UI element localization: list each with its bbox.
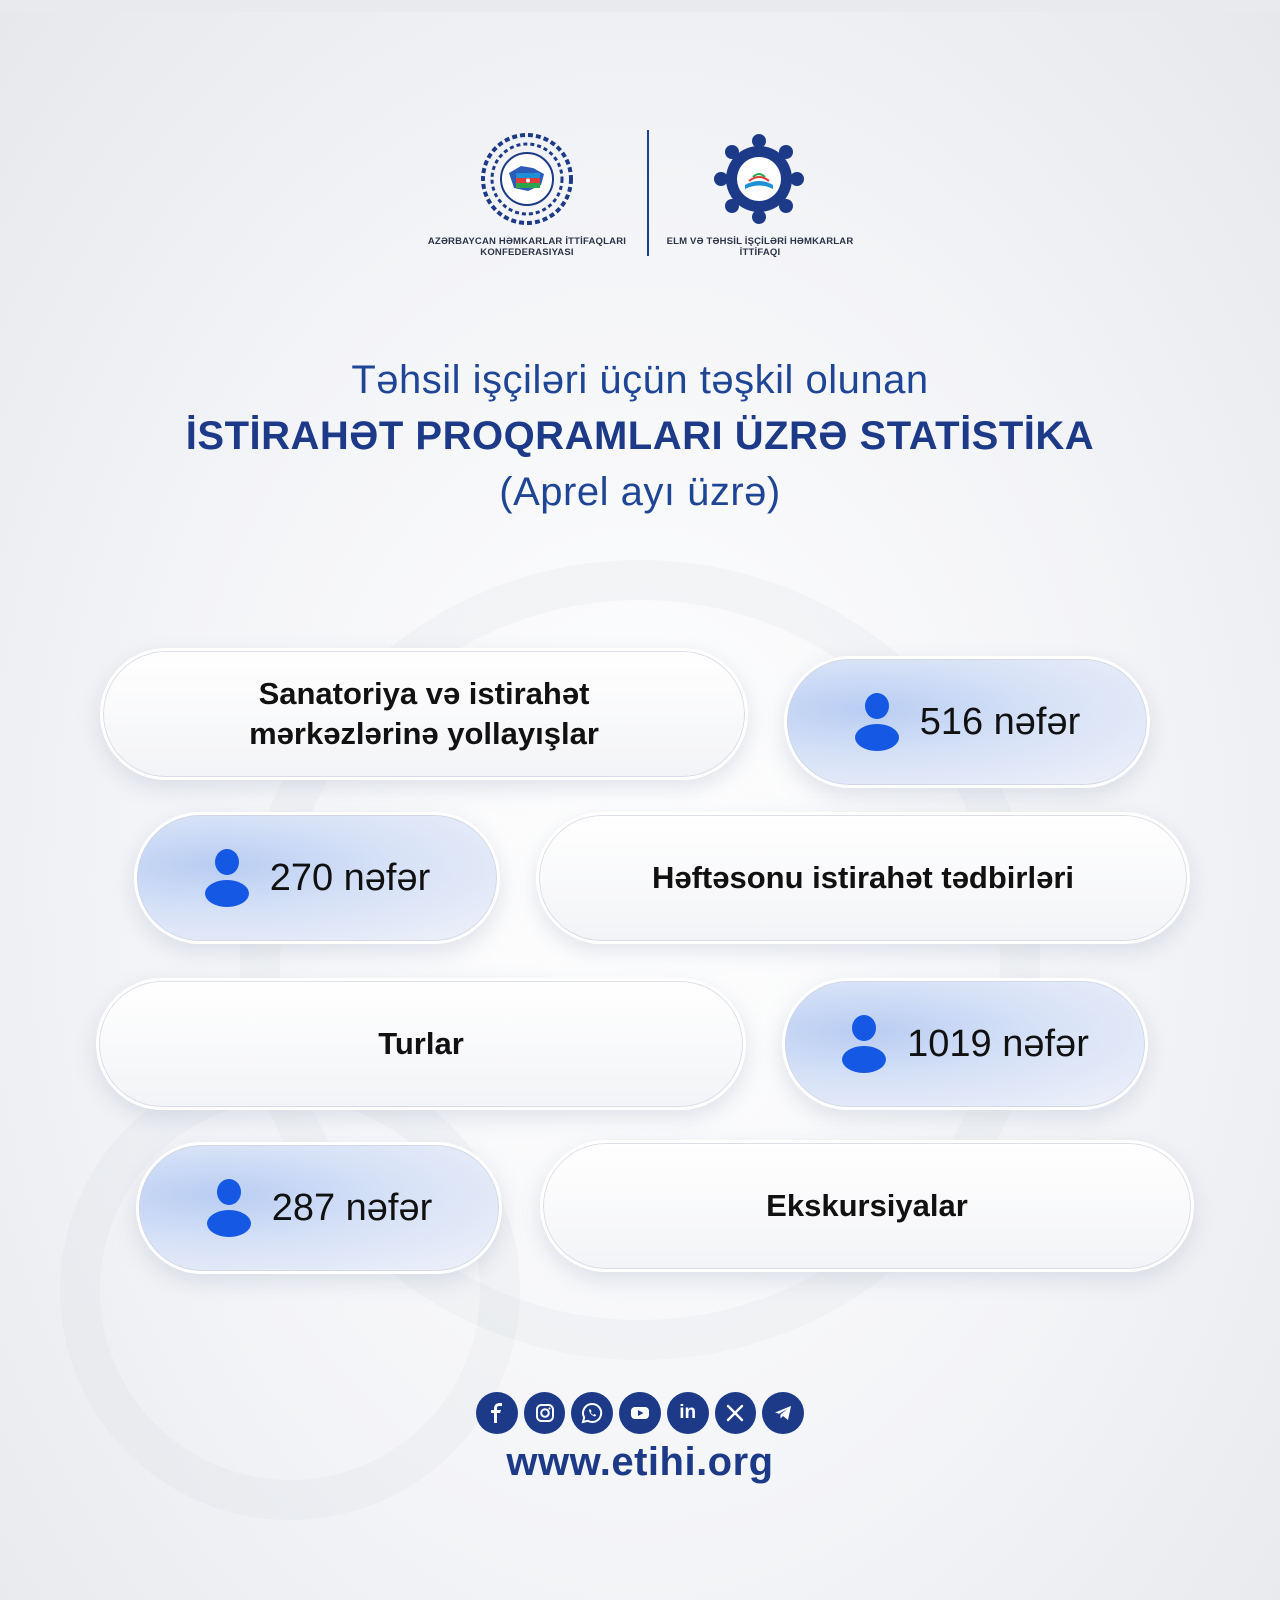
stat-label-text: Həftəsonu istirahət tədbirləri <box>651 860 1075 895</box>
stat-count-sanatorium <box>784 656 1150 788</box>
linkedin-icon[interactable] <box>667 1392 709 1434</box>
subtitle: Təhsil işçiləri üçün təşkil olunan <box>351 358 929 402</box>
stat-count-weekend <box>134 812 500 944</box>
logo-divider <box>647 130 649 256</box>
stat-label-sanatorium <box>100 648 748 780</box>
page-title: İSTİRAHƏT PROQRAMLARI ÜZRƏ STATİSTİKA <box>185 414 1095 458</box>
whatsapp-icon[interactable] <box>571 1392 613 1434</box>
stat-label-excursions <box>540 1140 1194 1272</box>
confederation-emblem-icon <box>481 133 573 225</box>
stat-label-weekend <box>536 812 1190 944</box>
x-icon[interactable] <box>715 1392 757 1434</box>
youtube-icon[interactable] <box>619 1392 661 1434</box>
linkedin-text: in <box>679 1402 697 1423</box>
stat-count-text: 287 nəfər <box>271 1186 433 1229</box>
website-link[interactable]: www.etihi.org <box>506 1440 774 1484</box>
stat-label-text: Sanatoriya və istirahət mərkəzlərinə yollayışlar <box>249 676 599 751</box>
stat-count-text: 1019 nəfər <box>907 1022 1089 1065</box>
social-links <box>476 1392 804 1434</box>
stat-label-tours <box>96 978 746 1110</box>
person-icon <box>204 849 250 907</box>
stat-count-text: 516 nəfər <box>919 700 1081 743</box>
person-icon <box>854 693 900 751</box>
union-caption: ELM VƏ TƏHSİL İŞÇİLƏRİ HƏMKARLAR İTTİFAQI <box>666 236 854 258</box>
facebook-icon[interactable] <box>476 1392 518 1434</box>
instagram-icon[interactable] <box>524 1392 566 1434</box>
person-icon <box>206 1179 252 1237</box>
stat-count-text: 270 nəfər <box>269 856 431 899</box>
stat-label-text: Ekskursiyalar <box>766 1188 968 1223</box>
period-label: (Aprel ayı üzrə) <box>499 470 781 514</box>
stat-count-tours <box>782 978 1148 1110</box>
stat-label-text: Turlar <box>378 1026 464 1061</box>
top-band <box>0 0 1280 12</box>
stat-count-excursions <box>136 1142 502 1274</box>
confederation-caption: AZƏRBAYCAN HƏMKARLAR İTTİFAQLARI KONFEDERASIYASI <box>427 236 627 258</box>
telegram-icon[interactable] <box>762 1392 804 1434</box>
person-icon <box>841 1015 887 1073</box>
union-emblem-icon <box>713 133 805 225</box>
